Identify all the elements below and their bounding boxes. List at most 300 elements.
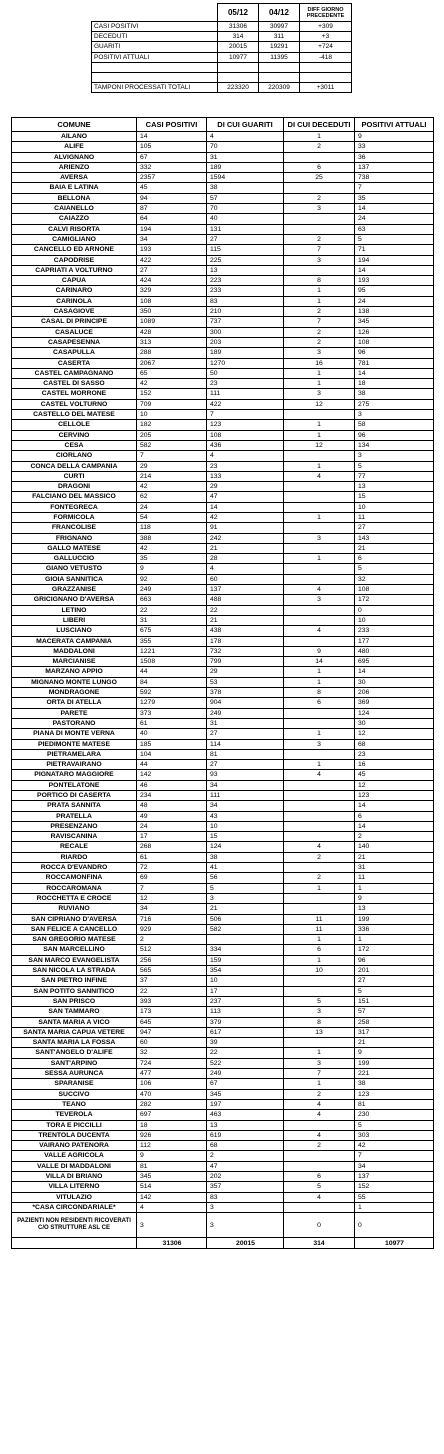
cell-guariti: 38 — [207, 852, 284, 862]
table-row — [12, 512, 434, 522]
table-row — [12, 585, 434, 595]
cell-casi-positivi: 675 — [137, 626, 207, 636]
summary-value-diff: +3011 — [300, 83, 352, 93]
table-row — [12, 1089, 434, 1099]
cell-comune-name: RECALE — [12, 842, 137, 852]
cell-comune-name: ROCCAROMANA — [12, 883, 137, 893]
cell-deceduti: 1 — [284, 883, 355, 893]
cell-comune-name: CAIAZZO — [12, 214, 137, 224]
cell-comune-name: CARINARO — [12, 286, 137, 296]
cell-guariti: 21 — [207, 615, 284, 625]
cell-positivi-attuali: 71 — [355, 245, 434, 255]
cell-deceduti: 314 — [284, 1238, 355, 1249]
cell-casi-positivi: 268 — [137, 842, 207, 852]
cell-deceduti: 1 — [284, 1079, 355, 1089]
cell-positivi-attuali: 317 — [355, 1027, 434, 1037]
cell-guariti: 1270 — [207, 358, 284, 368]
cell-deceduti: 3 — [284, 255, 355, 265]
cell-comune-name: SESSA AURUNCA — [12, 1069, 137, 1079]
cell-guariti: 189 — [207, 162, 284, 172]
summary-value-yesterday: 220309 — [259, 83, 300, 93]
table-row — [12, 1130, 434, 1140]
cell-deceduti: 0 — [284, 1213, 355, 1238]
cell-comune-name: CASERTA — [12, 358, 137, 368]
cell-guariti: 4 — [207, 564, 284, 574]
cell-casi-positivi: 9 — [137, 564, 207, 574]
cell-deceduti: 8 — [284, 276, 355, 286]
cell-deceduti: 2 — [284, 337, 355, 347]
cell-casi-positivi: 185 — [137, 739, 207, 749]
cell-casi-positivi: 1221 — [137, 646, 207, 656]
table-row — [12, 780, 434, 790]
cell-guariti: 23 — [207, 379, 284, 389]
cell-casi-positivi: 7 — [137, 451, 207, 461]
cell-deceduti — [284, 811, 355, 821]
cell-casi-positivi: 42 — [137, 543, 207, 553]
cell-casi-positivi: 34 — [137, 904, 207, 914]
cell-casi-positivi: 87 — [137, 204, 207, 214]
cell-positivi-attuali: 14 — [355, 667, 434, 677]
cell-comune-name: PIEDIMONTE MATESE — [12, 739, 137, 749]
cell-deceduti — [284, 708, 355, 718]
cell-comune-name: PIETRAMELARA — [12, 749, 137, 759]
cell-positivi-attuali: 230 — [355, 1110, 434, 1120]
summary-value-yesterday: 19291 — [259, 42, 300, 52]
table-row — [12, 307, 434, 317]
cell-guariti: 13 — [207, 1120, 284, 1130]
cell-positivi-attuali: 0 — [355, 1213, 434, 1238]
cell-positivi-attuali: 32 — [355, 574, 434, 584]
cell-deceduti: 4 — [284, 626, 355, 636]
cell-casi-positivi: 582 — [137, 440, 207, 450]
cell-casi-positivi: 106 — [137, 1079, 207, 1089]
cell-guariti: 463 — [207, 1110, 284, 1120]
cell-deceduti — [284, 502, 355, 512]
cell-guariti: 300 — [207, 327, 284, 337]
table-row — [12, 348, 434, 358]
cell-deceduti: 2 — [284, 142, 355, 152]
cell-guariti: 237 — [207, 996, 284, 1006]
table-row — [12, 749, 434, 759]
table-row — [12, 296, 434, 306]
table-row — [12, 482, 434, 492]
cell-positivi-attuali: 14 — [355, 368, 434, 378]
cell-guariti: 21 — [207, 904, 284, 914]
cell-positivi-attuali: 11 — [355, 512, 434, 522]
cell-comune-name: GRICIGNANO D'AVERSA — [12, 595, 137, 605]
cell-deceduti: 1 — [284, 955, 355, 965]
cell-deceduti: 1 — [284, 554, 355, 564]
cell-positivi-attuali: 781 — [355, 358, 434, 368]
cell-deceduti — [284, 986, 355, 996]
cell-guariti: 617 — [207, 1027, 284, 1037]
cell-comune-name: DRAGONI — [12, 482, 137, 492]
cell-casi-positivi: 142 — [137, 1192, 207, 1202]
cell-guariti: 522 — [207, 1058, 284, 1068]
cell-positivi-attuali: 201 — [355, 966, 434, 976]
table-row — [12, 162, 434, 172]
cell-comune-name: SAN CIPRIANO D'AVERSA — [12, 914, 137, 924]
cell-comune-name: CURTI — [12, 471, 137, 481]
table-row — [12, 1017, 434, 1027]
cell-casi-positivi: 645 — [137, 1017, 207, 1027]
cell-guariti: 345 — [207, 1089, 284, 1099]
cell-casi-positivi: 69 — [137, 873, 207, 883]
cell-comune-name: TRENTOLA DUCENTA — [12, 1130, 137, 1140]
table-row — [12, 451, 434, 461]
cell-positivi-attuali: 96 — [355, 955, 434, 965]
cell-deceduti — [284, 791, 355, 801]
cell-comune-name: ALIFE — [12, 142, 137, 152]
cell-comune-name: CASAGIOVE — [12, 307, 137, 317]
cell-casi-positivi: 470 — [137, 1089, 207, 1099]
table-row — [12, 863, 434, 873]
cell-positivi-attuali: 3 — [355, 451, 434, 461]
cell-guariti: 3 — [207, 1213, 284, 1238]
cell-casi-positivi: 44 — [137, 760, 207, 770]
cell-guariti: 249 — [207, 1069, 284, 1079]
cell-positivi-attuali: 63 — [355, 224, 434, 234]
cell-positivi-attuali: 55 — [355, 1192, 434, 1202]
cell-casi-positivi: 345 — [137, 1171, 207, 1181]
cell-guariti: 40 — [207, 214, 284, 224]
table-row — [12, 523, 434, 533]
cell-casi-positivi: 214 — [137, 471, 207, 481]
cell-guariti: 131 — [207, 224, 284, 234]
cell-guariti: 38 — [207, 183, 284, 193]
cell-comune-name: TORA E PICCILLI — [12, 1120, 137, 1130]
cell-positivi-attuali: 68 — [355, 739, 434, 749]
cell-deceduti — [284, 749, 355, 759]
cell-comune-name: TEANO — [12, 1099, 137, 1109]
cell-deceduti: 5 — [284, 1182, 355, 1192]
summary-value-yesterday — [259, 72, 300, 82]
table-row — [12, 646, 434, 656]
cell-positivi-attuali: 177 — [355, 636, 434, 646]
cell-guariti: 4 — [207, 451, 284, 461]
cell-deceduti — [284, 832, 355, 842]
cell-casi-positivi: 62 — [137, 492, 207, 502]
cell-positivi-attuali: 108 — [355, 585, 434, 595]
cell-positivi-attuali: 151 — [355, 996, 434, 1006]
cell-casi-positivi: 24 — [137, 502, 207, 512]
cell-casi-positivi: 14 — [137, 132, 207, 142]
table-row — [12, 440, 434, 450]
cell-guariti: 506 — [207, 914, 284, 924]
cell-guariti: 2 — [207, 1151, 284, 1161]
cell-casi-positivi: 105 — [137, 142, 207, 152]
totals-row — [12, 1238, 434, 1249]
cell-comune-name: SANTA MARIA CAPUA VETERE — [12, 1027, 137, 1037]
cell-positivi-attuali: 10977 — [355, 1238, 434, 1249]
cell-positivi-attuali: 5 — [355, 461, 434, 471]
table-row — [12, 399, 434, 409]
cell-comune-name: CASTEL DI SASSO — [12, 379, 137, 389]
header-positivi-attuali: POSITIVI ATTUALI — [355, 118, 434, 132]
table-row — [12, 708, 434, 718]
table-row — [12, 739, 434, 749]
cell-casi-positivi: 84 — [137, 677, 207, 687]
cell-casi-positivi: 37 — [137, 976, 207, 986]
cell-positivi-attuali: 137 — [355, 1171, 434, 1181]
cell-comune-name: LUSCIANO — [12, 626, 137, 636]
cell-guariti: 225 — [207, 255, 284, 265]
cell-positivi-attuali: 96 — [355, 430, 434, 440]
table-row — [12, 379, 434, 389]
cell-deceduti: 2 — [284, 873, 355, 883]
summary-value-yesterday — [259, 62, 300, 72]
table-row — [12, 234, 434, 244]
cell-comune-name: CASAPULLA — [12, 348, 137, 358]
cell-positivi-attuali: 336 — [355, 924, 434, 934]
table-row — [12, 533, 434, 543]
cell-guariti: 737 — [207, 317, 284, 327]
cell-deceduti: 7 — [284, 245, 355, 255]
table-row — [12, 564, 434, 574]
cell-positivi-attuali: 1 — [355, 883, 434, 893]
cell-comune-name: FRANCOLISE — [12, 523, 137, 533]
cell-positivi-attuali: 199 — [355, 1058, 434, 1068]
table-row — [12, 791, 434, 801]
table-row — [12, 852, 434, 862]
cell-casi-positivi: 205 — [137, 430, 207, 440]
cell-deceduti — [284, 523, 355, 533]
cell-deceduti: 3 — [284, 533, 355, 543]
summary-header-row — [92, 4, 352, 22]
cell-deceduti — [284, 605, 355, 615]
cell-casi-positivi: 1508 — [137, 657, 207, 667]
cell-guariti: 57 — [207, 193, 284, 203]
cell-comune-name: CASAL DI PRINCIPE — [12, 317, 137, 327]
cell-guariti: 15 — [207, 832, 284, 842]
cell-deceduti — [284, 1120, 355, 1130]
cell-guariti: 68 — [207, 1141, 284, 1151]
table-row — [12, 698, 434, 708]
cell-guariti: 29 — [207, 667, 284, 677]
summary-value-yesterday: 11395 — [259, 52, 300, 62]
table-row — [12, 1110, 434, 1120]
cell-positivi-attuali: 13 — [355, 904, 434, 914]
cell-positivi-attuali: 6 — [355, 554, 434, 564]
cell-casi-positivi: 697 — [137, 1110, 207, 1120]
table-row — [12, 914, 434, 924]
table-row — [12, 1048, 434, 1058]
cell-comune-name: PIETRAVAIRANO — [12, 760, 137, 770]
cell-positivi-attuali: 137 — [355, 162, 434, 172]
cell-guariti: 233 — [207, 286, 284, 296]
table-row — [12, 214, 434, 224]
non-resident-row — [12, 1213, 434, 1238]
cell-guariti: 70 — [207, 204, 284, 214]
cell-positivi-attuali: 14 — [355, 265, 434, 275]
cell-guariti: 53 — [207, 677, 284, 687]
summary-label: CASI POSITIVI — [92, 22, 218, 32]
cell-positivi-attuali: 35 — [355, 193, 434, 203]
cell-deceduti — [284, 214, 355, 224]
cell-comune-name: SAN PIETRO INFINE — [12, 976, 137, 986]
cell-positivi-attuali: 5 — [355, 564, 434, 574]
cell-casi-positivi: 724 — [137, 1058, 207, 1068]
cell-deceduti — [284, 574, 355, 584]
table-row — [12, 574, 434, 584]
cell-positivi-attuali: 2 — [355, 832, 434, 842]
cell-comune-name: PRESENZANO — [12, 821, 137, 831]
cell-deceduti: 1 — [284, 430, 355, 440]
cell-deceduti: 3 — [284, 1058, 355, 1068]
cell-casi-positivi: 2067 — [137, 358, 207, 368]
cell-comune-name: VALLE AGRICOLA — [12, 1151, 137, 1161]
cell-deceduti — [284, 183, 355, 193]
table-row — [12, 770, 434, 780]
cell-guariti: 10 — [207, 821, 284, 831]
cell-deceduti: 1 — [284, 296, 355, 306]
table-row — [12, 996, 434, 1006]
cell-casi-positivi: 27 — [137, 265, 207, 275]
cell-comune-name: GIOIA SANNITICA — [12, 574, 137, 584]
cell-comune-name: CIORLANO — [12, 451, 137, 461]
cell-casi-positivi: 313 — [137, 337, 207, 347]
cell-deceduti — [284, 1161, 355, 1171]
cell-deceduti: 4 — [284, 842, 355, 852]
cell-guariti: 189 — [207, 348, 284, 358]
cell-deceduti: 1 — [284, 132, 355, 142]
table-row — [12, 1007, 434, 1017]
cell-comune-name: GALLUCCIO — [12, 554, 137, 564]
table-row — [12, 1151, 434, 1161]
table-row — [12, 265, 434, 275]
cell-casi-positivi: 193 — [137, 245, 207, 255]
table-row — [12, 688, 434, 698]
table-row — [12, 430, 434, 440]
cell-guariti: 114 — [207, 739, 284, 749]
cell-comune-name: CASTEL CAMPAGNANO — [12, 368, 137, 378]
table-row — [12, 1069, 434, 1079]
cell-comune-name: SAN POTITO SANNITICO — [12, 986, 137, 996]
cell-positivi-attuali: 21 — [355, 543, 434, 553]
cell-comune-name: PIGNATARO MAGGIORE — [12, 770, 137, 780]
cell-deceduti — [284, 636, 355, 646]
cell-deceduti: 12 — [284, 440, 355, 450]
cell-deceduti — [284, 821, 355, 831]
summary-value-diff: +309 — [300, 22, 352, 32]
cell-guariti: 159 — [207, 955, 284, 965]
header-guariti: DI CUI GUARITI — [207, 118, 284, 132]
summary-row — [92, 42, 352, 52]
table-row — [12, 317, 434, 327]
cell-deceduti: 5 — [284, 996, 355, 1006]
cell-casi-positivi: 64 — [137, 214, 207, 224]
cell-casi-positivi: 2357 — [137, 173, 207, 183]
cell-positivi-attuali: 3 — [355, 410, 434, 420]
cell-positivi-attuali: 58 — [355, 420, 434, 430]
cell-comune-name: RIARDO — [12, 852, 137, 862]
cell-positivi-attuali: 369 — [355, 698, 434, 708]
header-deceduti: DI CUI DECEDUTI — [284, 118, 355, 132]
cell-guariti: 133 — [207, 471, 284, 481]
cell-guariti: 488 — [207, 595, 284, 605]
cell-comune-name: CELLOLE — [12, 420, 137, 430]
cell-casi-positivi: 61 — [137, 718, 207, 728]
cell-guariti: 202 — [207, 1171, 284, 1181]
cell-casi-positivi: 565 — [137, 966, 207, 976]
cell-guariti: 23 — [207, 461, 284, 471]
table-row — [12, 873, 434, 883]
cell-casi-positivi: 716 — [137, 914, 207, 924]
cell-positivi-attuali: 172 — [355, 945, 434, 955]
cell-guariti: 50 — [207, 368, 284, 378]
cell-guariti: 27 — [207, 234, 284, 244]
table-row — [12, 183, 434, 193]
cell-comune-name: CASTEL MORRONE — [12, 389, 137, 399]
cell-casi-positivi: 12 — [137, 893, 207, 903]
cell-guariti: 39 — [207, 1038, 284, 1048]
table-row — [12, 193, 434, 203]
cell-comune-name: BELLONA — [12, 193, 137, 203]
cell-deceduti: 6 — [284, 945, 355, 955]
cell-deceduti: 7 — [284, 317, 355, 327]
table-row — [12, 924, 434, 934]
cell-guariti: 108 — [207, 430, 284, 440]
table-row — [12, 605, 434, 615]
table-row — [12, 729, 434, 739]
table-row — [12, 935, 434, 945]
table-row — [12, 955, 434, 965]
cell-casi-positivi: 65 — [137, 368, 207, 378]
cell-casi-positivi: 947 — [137, 1027, 207, 1037]
cell-guariti: 34 — [207, 801, 284, 811]
cell-positivi-attuali: 303 — [355, 1130, 434, 1140]
cell-deceduti — [284, 492, 355, 502]
comuni-header-row — [12, 118, 434, 132]
summary-value-today: 31306 — [218, 22, 259, 32]
cell-guariti: 56 — [207, 873, 284, 883]
cell-positivi-attuali: 81 — [355, 1099, 434, 1109]
cell-deceduti: 1 — [284, 379, 355, 389]
cell-positivi-attuali: 206 — [355, 688, 434, 698]
cell-deceduti — [284, 904, 355, 914]
cell-deceduti: 6 — [284, 1171, 355, 1181]
cell-deceduti — [284, 1151, 355, 1161]
cell-positivi-attuali: 345 — [355, 317, 434, 327]
cell-guariti: 60 — [207, 574, 284, 584]
cell-deceduti — [284, 482, 355, 492]
cell-comune-name: ROCCHETTA E CROCE — [12, 893, 137, 903]
cell-guariti: 111 — [207, 791, 284, 801]
summary-row — [92, 22, 352, 32]
table-row — [12, 945, 434, 955]
cell-casi-positivi: 81 — [137, 1161, 207, 1171]
cell-positivi-attuali: 27 — [355, 976, 434, 986]
cell-guariti: 197 — [207, 1099, 284, 1109]
summary-header-1: 05/12 — [218, 4, 259, 22]
cell-casi-positivi: 46 — [137, 780, 207, 790]
cell-positivi-attuali: 30 — [355, 677, 434, 687]
table-row — [12, 718, 434, 728]
cell-guariti: 34 — [207, 780, 284, 790]
table-row — [12, 667, 434, 677]
cell-comune-name: PORTICO DI CASERTA — [12, 791, 137, 801]
cell-guariti: 137 — [207, 585, 284, 595]
cell-positivi-attuali: 57 — [355, 1007, 434, 1017]
cell-comune-name: RAVISCANINA — [12, 832, 137, 842]
cell-casi-positivi: 118 — [137, 523, 207, 533]
table-row — [12, 337, 434, 347]
cell-positivi-attuali: 95 — [355, 286, 434, 296]
cell-deceduti: 8 — [284, 688, 355, 698]
cell-guariti: 27 — [207, 760, 284, 770]
cell-positivi-attuali: 18 — [355, 379, 434, 389]
cell-positivi-attuali: 193 — [355, 276, 434, 286]
